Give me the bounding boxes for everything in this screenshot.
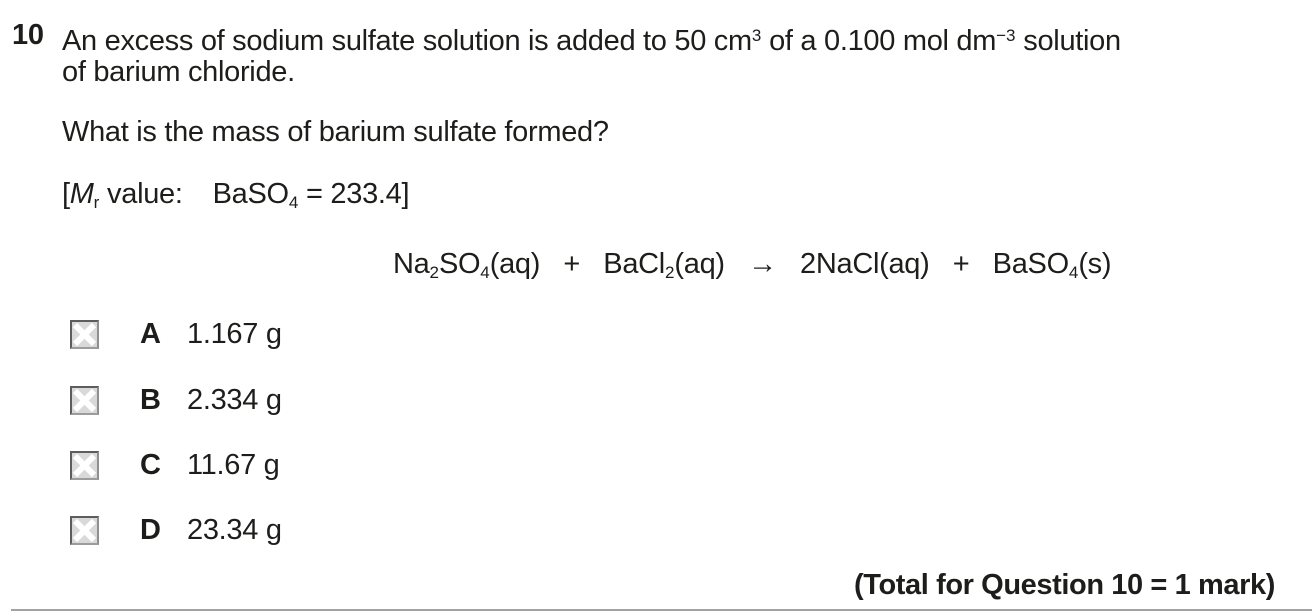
mr-value-line: [62, 179, 409, 218]
option-letter: B: [140, 383, 161, 416]
superscript-3: 3: [751, 26, 762, 45]
open-bracket: [: [62, 178, 70, 210]
cross-icon: [72, 388, 97, 413]
question-stem-line-1: [62, 20, 1121, 57]
option-letter: C: [140, 448, 161, 481]
formula-text: = 233.4]: [298, 178, 410, 210]
mr-symbol: M: [69, 178, 94, 210]
option-value: 1.167 g: [187, 317, 282, 350]
equation-subscript: 2: [664, 263, 675, 282]
mr-subscript-r: r: [93, 193, 100, 212]
equation-subscript: 4: [1068, 263, 1079, 282]
answer-checkbox-b[interactable]: [70, 386, 99, 415]
equation-text: SO: [438, 248, 481, 280]
option-letter: D: [140, 513, 161, 546]
option-value: 23.34 g: [187, 513, 282, 546]
option-letter: A: [140, 317, 161, 350]
equation-text: (aq) + BaCl: [489, 248, 665, 280]
answer-checkbox-c[interactable]: [70, 451, 99, 480]
option-row-a: [70, 319, 282, 349]
answer-checkbox-a[interactable]: [70, 320, 99, 349]
formula-text: BaSO: [212, 178, 289, 210]
mr-label: value:: [99, 178, 183, 210]
stem-text: An excess of sodium sulfate solution is added to 50 cm: [62, 25, 752, 57]
bottom-divider: [11, 609, 1312, 611]
equation-text: (aq) → 2NaCl(aq) + BaSO: [674, 248, 1069, 280]
cross-icon: [72, 518, 97, 543]
total-marks-label: (Total for Question 10 = 1 mark): [854, 569, 1275, 601]
stem-text: of a 0.100 mol dm: [761, 25, 997, 57]
question-number: 10: [12, 19, 44, 51]
cross-icon: [72, 322, 97, 347]
option-row-b: [70, 385, 282, 415]
equation-subscript: 4: [480, 263, 490, 282]
cross-icon: [72, 453, 97, 478]
chemical-equation: [393, 249, 1111, 288]
option-row-c: [70, 450, 280, 480]
mr-formula: [213, 178, 410, 210]
equation-subscript: 2: [429, 263, 439, 282]
question-stem-line-2: of barium chloride.: [62, 56, 295, 88]
question-prompt: What is the mass of barium sulfate formed?: [62, 116, 609, 148]
option-value: 11.67 g: [187, 448, 280, 481]
option-value: 2.334 g: [187, 383, 282, 416]
equation-text: (s): [1078, 248, 1112, 280]
answer-checkbox-d[interactable]: [70, 516, 99, 545]
question-stem: [62, 20, 1121, 88]
superscript-minus-3: −3: [996, 26, 1016, 45]
stem-text: solution: [1015, 25, 1121, 57]
option-row-d: [70, 515, 282, 545]
formula-subscript-4: 4: [288, 193, 299, 212]
equation-text: Na: [393, 248, 430, 280]
